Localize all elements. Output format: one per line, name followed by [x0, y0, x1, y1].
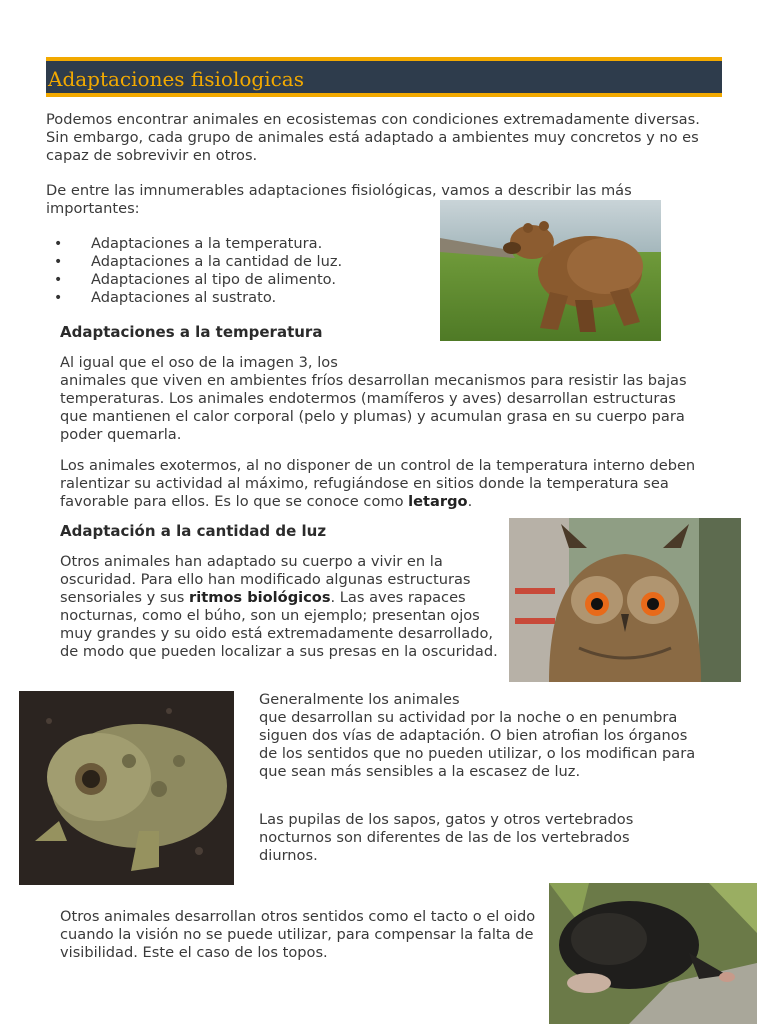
- light-paragraph-2: [259, 691, 709, 781]
- toad-illustration: [19, 691, 234, 885]
- temperature-text: animales que viven en ambientes fríos desarrollan mecanismos para resistir las bajas temperaturas. Los animales endotermos (mamíferos y aves) desarrollan estructuras que mantienen el calor corporal (pelo y plumas) y acumulan grasa en su cuerpo para poder quemarla.: [60, 372, 687, 443]
- mole-illustration: [549, 883, 757, 1024]
- temperature-paragraph-1: [60, 354, 700, 444]
- section-heading-light: Adaptación a la cantidad de luz: [60, 522, 327, 540]
- ritmos-term: ritmos biológicos: [189, 589, 331, 606]
- light-p1-end: . Las aves rapaces nocturnas, como el búho, son un ejemplo; presentan ojos muy grandes y su oido está extremadamente desarrollado, de modo que pueden localizar a sus presas en la oscuridad.: [60, 589, 498, 660]
- toad-photo: [19, 691, 234, 885]
- light-paragraph-1: [60, 553, 500, 661]
- temperature-p2-text: Los animales exotermos, al no disponer de un control de la temperatura interno deben ralentizar su actividad al máximo, refugiándose en sitios donde la temperatura sea favorable para ellos. Es lo que se conoce como: [60, 457, 696, 510]
- section-heading-temperature: Adaptaciones a la temperatura: [60, 323, 323, 341]
- light-p1-text: Otros animales han adaptado su cuerpo a vivir en la oscuridad. Para ello han modificado algunas estructuras sensoriales y sus: [60, 553, 471, 606]
- list-item: • Adaptaciones al sustrato.: [46, 289, 406, 307]
- light-p2-text: que desarrollan su actividad por la noche o en penumbra siguen dos vías de adaptación. O bien atrofian los órganos de los sentidos que no pueden utilizar, o los modifican para que sean más sensibles a la escasez de luz.: [259, 709, 696, 780]
- temperature-p2-end: .: [467, 493, 473, 510]
- light-p2-line-1: Generalmente los animales: [259, 691, 460, 708]
- owl-photo: [509, 518, 741, 682]
- list-item: • Adaptaciones a la cantidad de luz.: [46, 253, 406, 271]
- bear-photo: [440, 200, 661, 341]
- owl-illustration: [509, 518, 741, 682]
- mole-photo: [549, 883, 757, 1024]
- temperature-line-1: Al igual que el oso de la imagen 3, los: [60, 354, 338, 371]
- page-title: Adaptaciones fisiologicas: [48, 67, 304, 91]
- adaptations-list: [46, 235, 406, 307]
- letargo-term: letargo: [408, 493, 468, 510]
- temperature-paragraph-2: [60, 457, 700, 511]
- bear-illustration: [440, 200, 661, 341]
- intro-paragraph: Podemos encontrar animales en ecosistemas con condiciones extremadamente diversas. Sin embargo, cada grupo de animales está adaptado a ambientes muy concretos y no es capaz de sobrevivir en otros.: [46, 111, 700, 164]
- light-paragraph-3: Las pupilas de los sapos, gatos y otros vertebrados nocturnos son diferentes de las de los vertebrados diurnos.: [259, 811, 634, 864]
- list-item: • Adaptaciones a la temperatura.: [46, 235, 406, 253]
- intro-paragraph-2: De entre las imnumerables adaptaciones fisiológicas, vamos a describir las más importantes:: [46, 182, 632, 217]
- title-bar: [46, 57, 722, 97]
- list-item: • Adaptaciones al tipo de alimento.: [46, 271, 406, 289]
- light-paragraph-4: Otros animales desarrollan otros sentidos como el tacto o el oido cuando la visión no se puede utilizar, para compensar la falta de visibilidad. Este el caso de los topos.: [60, 908, 536, 961]
